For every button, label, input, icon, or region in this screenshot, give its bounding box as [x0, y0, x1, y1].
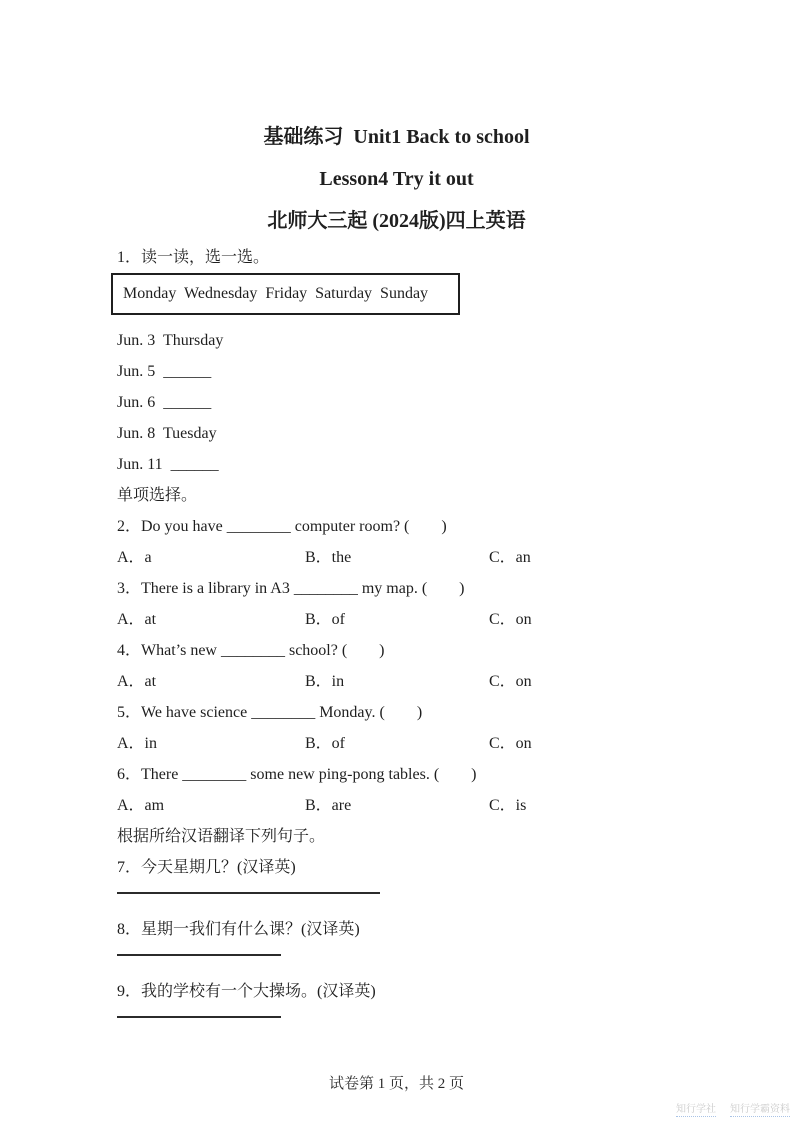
question-2-option-c: C．an	[489, 549, 531, 566]
match-item-1: Jun. 3 Thursday	[117, 332, 224, 349]
word-bank-words: Monday Wednesday Friday Saturday Sunday	[123, 285, 429, 302]
watermark	[676, 1100, 790, 1117]
answer-blank-line-7	[117, 883, 380, 894]
question-4-option-b: B．in	[305, 673, 345, 690]
question-3-stem: 3．There is a library in A3 ________ my map. ( )	[117, 580, 465, 597]
question-3-options	[117, 604, 703, 635]
question-6-option-a: A．am	[117, 797, 165, 814]
exam-body	[0, 242, 793, 1018]
question-6-option-b: B．are	[305, 797, 352, 814]
question-5-options	[117, 728, 703, 759]
watermark-left-text: 知行学社	[676, 1100, 716, 1117]
title-block	[0, 0, 793, 242]
match-item-2: Jun. 5 ______	[117, 363, 212, 380]
question-6-options	[117, 790, 703, 821]
question-8-stem: 8．星期一我们有什么课？(汉译英)	[117, 921, 360, 938]
question-5-option-b: B．of	[305, 735, 346, 752]
match-item-5: Jun. 11 ______	[117, 456, 219, 473]
page-title-line-1: 基础练习 Unit1 Back to school	[263, 126, 530, 148]
page-title-line-2: Lesson4 Try it out	[319, 168, 474, 190]
page-number-footer: 试卷第 1 页，共 2 页	[328, 1076, 464, 1092]
question-2-options	[117, 542, 703, 573]
question-2-stem: 2．Do you have ________ computer room? ( )	[117, 518, 447, 535]
question-4-option-a: A．at	[117, 673, 157, 690]
question-5-option-a: A．in	[117, 735, 158, 752]
question-6-stem: 6．There ________ some new ping-pong tables. ( )	[117, 766, 477, 783]
match-item-4: Jun. 8 Tuesday	[117, 425, 217, 442]
page-title-line-3: 北师大三起 (2024版)四上英语	[267, 210, 526, 232]
question-6-option-c: C．is	[489, 797, 527, 814]
answer-blank-line-9	[117, 1007, 281, 1018]
question-5-option-c: C．on	[489, 735, 532, 752]
word-bank-box	[111, 273, 460, 315]
question-5-stem: 5．We have science ________ Monday. ( )	[117, 704, 423, 721]
exercise1-prompt: 1．读一读，选一选。	[117, 249, 270, 266]
question-4-options	[117, 666, 703, 697]
translation-heading: 根据所给汉语翻译下列句子。	[117, 828, 326, 845]
question-3-option-c: C．on	[489, 611, 532, 628]
multiple-choice-heading: 单项选择。	[117, 487, 198, 504]
question-9-stem: 9．我的学校有一个大操场。(汉译英)	[117, 983, 376, 1000]
question-3-option-a: A．at	[117, 611, 157, 628]
match-item-3: Jun. 6 ______	[117, 394, 212, 411]
question-2-option-a: A．a	[117, 549, 152, 566]
answer-blank-line-8	[117, 945, 281, 956]
question-4-option-c: C．on	[489, 673, 532, 690]
question-4-stem: 4．What’s new ________ school? ( )	[117, 642, 385, 659]
question-7-stem: 7．今天星期几？(汉译英)	[117, 859, 296, 876]
question-2-option-b: B．the	[305, 549, 352, 566]
question-3-option-b: B．of	[305, 611, 346, 628]
watermark-right-text: 知行学霸资料	[730, 1100, 790, 1117]
